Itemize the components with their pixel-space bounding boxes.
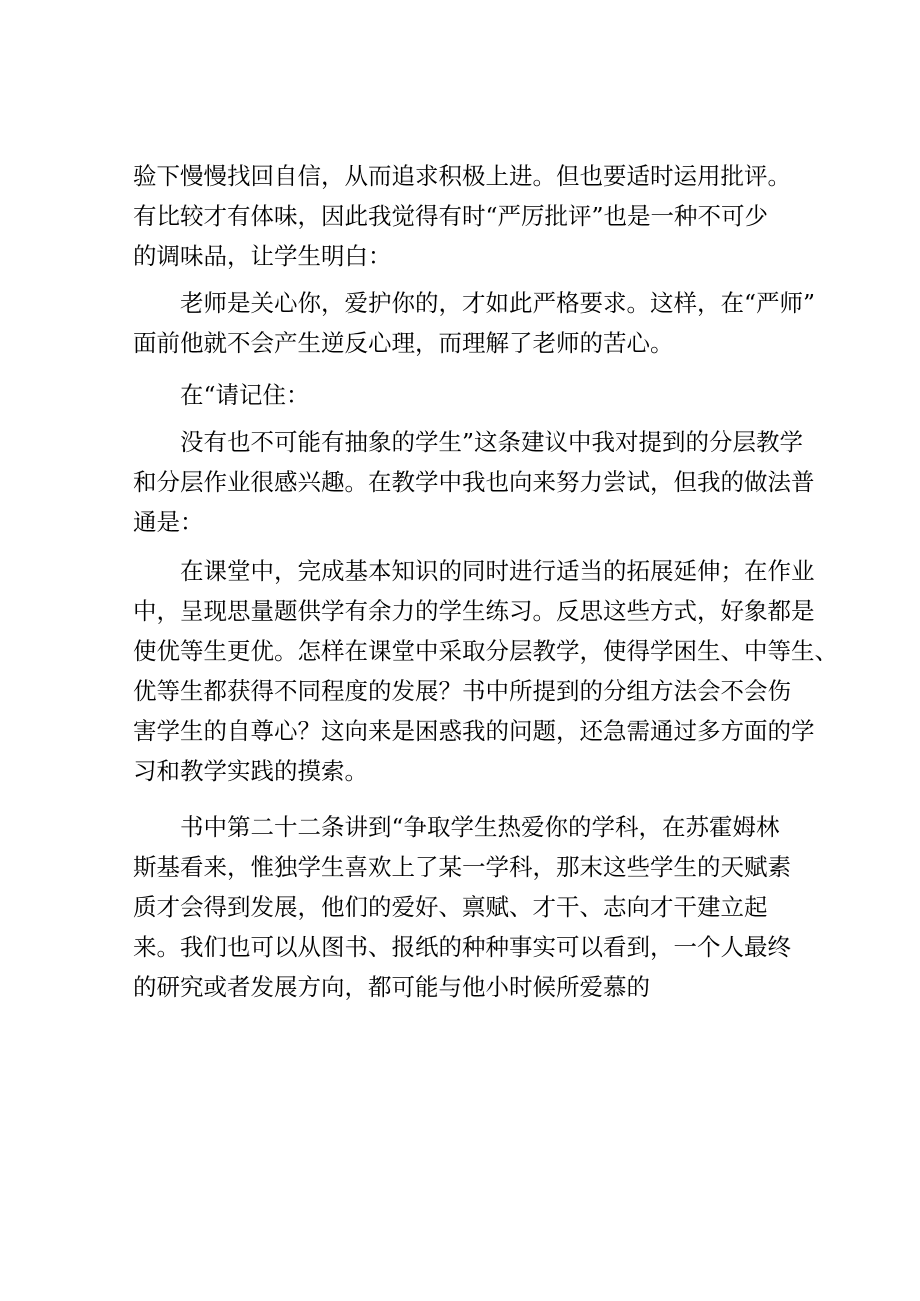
text-line: 面前他就不会产生逆反心理，而理解了老师的苦心。 (133, 329, 674, 357)
text-line: 和分层作业很感兴趣。在教学中我也向来努力尝试，但我的做法普 (133, 468, 815, 496)
text-line: 在“请记住： (180, 381, 310, 409)
text-line: 质才会得到发展，他们的爱好、禀赋、才干、志向才干建立起 (133, 893, 768, 921)
text-line: 斯基看来，惟独学生喜欢上了某一学科，那末这些学生的天赋素 (133, 853, 791, 881)
text-line: 在课堂中，完成基本知识的同时进行适当的拓展延伸；在作业 (180, 557, 815, 585)
text-line: 优等生都获得不同程度的发展？书中所提到的分组方法会不会伤 (133, 677, 791, 705)
text-line: 有比较才有体味，因此我觉得有时“严厉批评”也是一种不可少 (133, 202, 769, 230)
text-line: 通是： (133, 508, 204, 536)
text-line: 中，呈现思量题供学有余力的学生练习。反思这些方式，好象都是 (133, 597, 815, 625)
text-line: 习和教学实践的摸索。 (133, 757, 368, 785)
text-line: 害学生的自尊心？这向来是困惑我的问题，还急需通过多方面的学 (133, 717, 815, 745)
text-line: 老师是关心你，爱护你的，才如此严格要求。这样，在“严师” (180, 289, 816, 317)
text-line: 使优等生更优。怎样在课堂中采取分层教学，使得学困生、中等生、 (133, 637, 838, 665)
document-body (133, 156, 838, 1007)
text-line: 书中第二十二条讲到“争取学生热爱你的学科，在苏霍姆林 (180, 813, 780, 841)
text-line: 验下慢慢找回自信，从而追求积极上进。但也要适时运用批评。 (133, 162, 791, 190)
text-line: 的调味品，让学生明白： (133, 242, 392, 270)
text-line: 来。我们也可以从图书、报纸的种种事实可以看到，一个人最终 (133, 933, 791, 961)
text-line: 的研究或者发展方向，都可能与他小时候所爱慕的 (133, 973, 650, 1001)
text-line: 没有也不可能有抽象的学生”这条建议中我对提到的分层教学 (180, 428, 804, 456)
